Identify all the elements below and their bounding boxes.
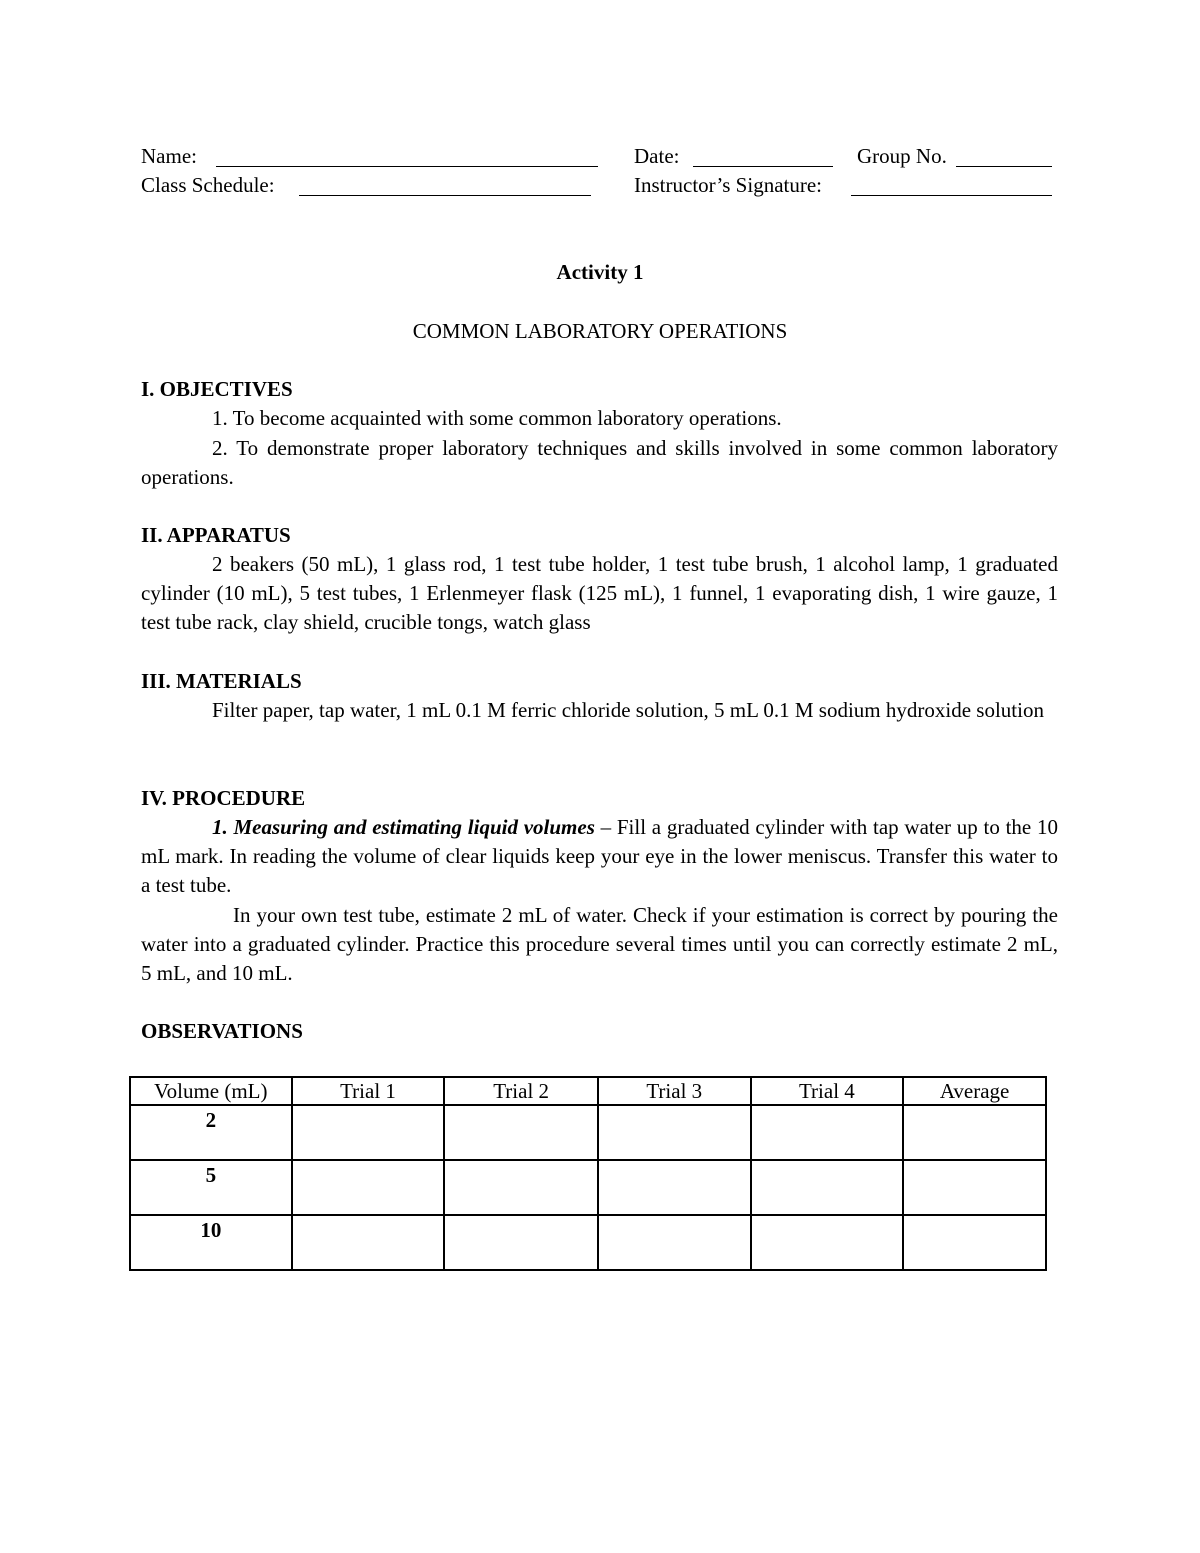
trial-3-cell[interactable] <box>598 1215 751 1270</box>
step-1-title: 1. Measuring and estimating liquid volumes <box>212 815 595 839</box>
trial-2-cell[interactable] <box>444 1105 598 1160</box>
name-field[interactable] <box>216 166 598 167</box>
trial-3-cell[interactable] <box>598 1160 751 1215</box>
column-header-trial-1: Trial 1 <box>292 1077 445 1105</box>
group-field[interactable] <box>956 166 1052 167</box>
step-1-text: – Fill a graduated cylinder with tap water up to the 10 mL mark. In reading the volume of clear liquids keep your eye in the lower meniscus. Transfer this water to a test tube. <box>141 815 1058 897</box>
activity-title: Activity 1 <box>556 260 644 284</box>
observations-heading: OBSERVATIONS <box>141 1019 303 1043</box>
schedule-label: Class Schedule: <box>141 173 275 197</box>
trial-1-cell[interactable] <box>292 1160 445 1215</box>
materials-text: Filter paper, tap water, 1 mL 0.1 M ferric chloride solution, 5 mL 0.1 M sodium hydroxide solution <box>212 698 1044 722</box>
procedure-step-1 <box>141 813 1058 900</box>
table-row <box>130 1160 1046 1215</box>
signature-label: Instructor’s Signature: <box>634 173 822 197</box>
date-field[interactable] <box>693 166 833 167</box>
trial-1-cell[interactable] <box>292 1215 445 1270</box>
column-header-trial-4: Trial 4 <box>751 1077 904 1105</box>
objective-item-2: 2. To demonstrate proper laboratory techniques and skills involved in some common laboratory operations. <box>141 436 1058 489</box>
trial-4-cell[interactable] <box>751 1160 904 1215</box>
schedule-field[interactable] <box>299 195 591 196</box>
procedure-heading: IV. PROCEDURE <box>141 786 306 810</box>
column-header-average: Average <box>903 1077 1046 1105</box>
volume-cell: 5 <box>130 1160 292 1215</box>
column-header-trial-3: Trial 3 <box>598 1077 751 1105</box>
trial-4-cell[interactable] <box>751 1215 904 1270</box>
signature-field[interactable] <box>851 195 1052 196</box>
name-label: Name: <box>141 144 197 168</box>
objectives-heading: I. OBJECTIVES <box>141 377 293 401</box>
average-cell[interactable] <box>903 1105 1046 1160</box>
table-header-row <box>130 1077 1046 1105</box>
trial-2-cell[interactable] <box>444 1160 598 1215</box>
date-label: Date: <box>634 144 680 168</box>
volume-cell: 2 <box>130 1105 292 1160</box>
column-header-trial-2: Trial 2 <box>444 1077 598 1105</box>
average-cell[interactable] <box>903 1215 1046 1270</box>
table-row <box>130 1215 1046 1270</box>
group-label: Group No. <box>857 144 947 168</box>
procedure-step-1-continued: In your own test tube, estimate 2 mL of water. Check if your estimation is correct by pouring the water into a graduated cylinder. Practice this procedure several times until you can correctly estimate 2 mL, 5 mL, and 10 mL. <box>141 903 1058 985</box>
observations-table <box>129 1076 1047 1271</box>
average-cell[interactable] <box>903 1160 1046 1215</box>
apparatus-heading: II. APPARATUS <box>141 523 291 547</box>
volume-cell: 10 <box>130 1215 292 1270</box>
trial-4-cell[interactable] <box>751 1105 904 1160</box>
table-row <box>130 1105 1046 1160</box>
apparatus-text: 2 beakers (50 mL), 1 glass rod, 1 test tube holder, 1 test tube brush, 1 alcohol lamp, 1 graduated cylinder (10 mL), 5 test tubes, 1 Erlenmeyer flask (125 mL), 1 funnel, 1 evaporating dish, 1 wire gauze, 1 test tube rack, clay shield, crucible tongs, watch glass <box>141 552 1058 634</box>
trial-1-cell[interactable] <box>292 1105 445 1160</box>
main-title: COMMON LABORATORY OPERATIONS <box>412 319 788 343</box>
objective-item-1: 1. To become acquainted with some common laboratory operations. <box>212 406 782 430</box>
trial-3-cell[interactable] <box>598 1105 751 1160</box>
trial-2-cell[interactable] <box>444 1215 598 1270</box>
materials-heading: III. MATERIALS <box>141 669 302 693</box>
column-header-volume: Volume (mL) <box>130 1077 292 1105</box>
